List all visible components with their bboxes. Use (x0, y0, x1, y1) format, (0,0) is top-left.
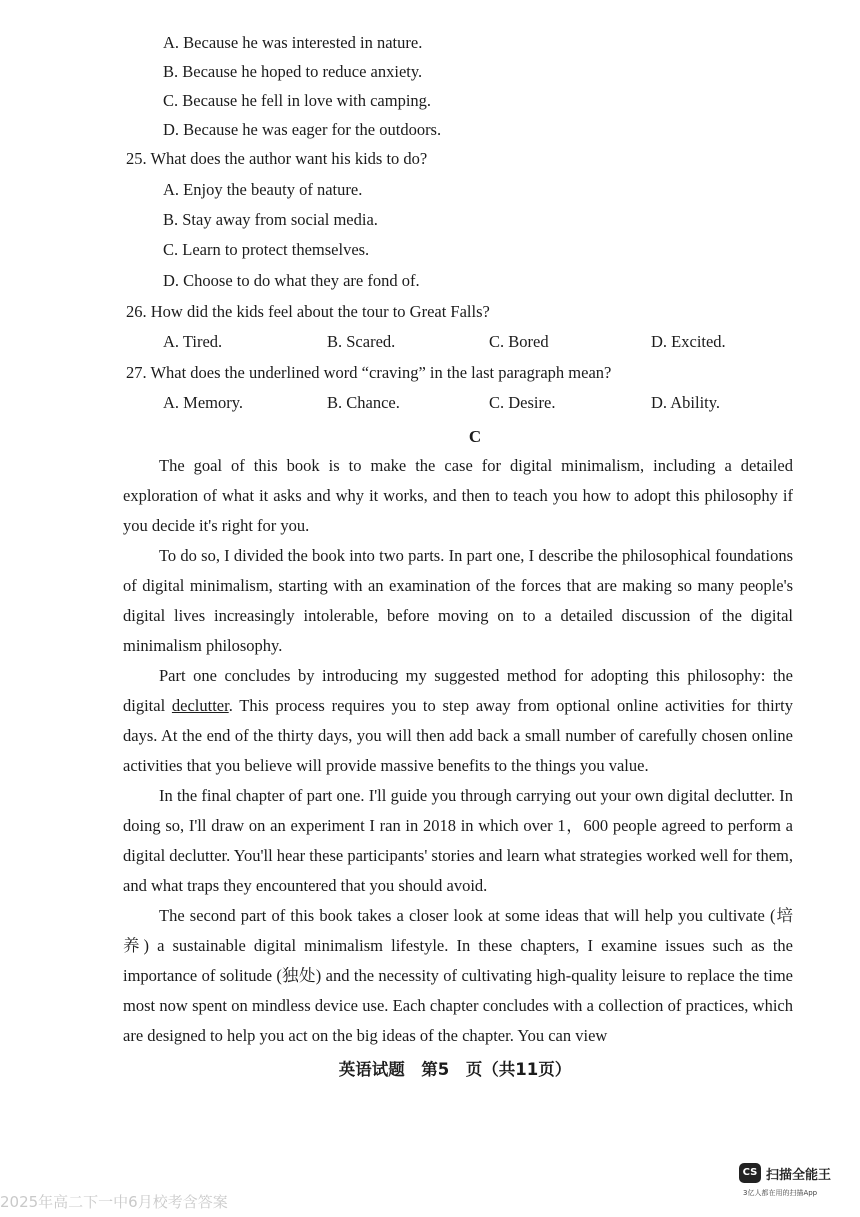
q27-option-d: D. Ability. (651, 393, 721, 412)
passage-paragraph-4: In the final chapter of part one. I'll guide you through carrying out your own digital declutter. In doing so, I'll draw on an experiment I ran in 2018 in which over 1，600 people agreed to perform a digital declutter. You'll hear these participants' stories and learn what strategies worked well for them, and what traps they encountered that you should avoid. (123, 786, 793, 895)
q26-option-c: C. Bored (489, 332, 549, 351)
scanner-app-name: 扫描全能王 (766, 1168, 832, 1183)
q25-stem: 25. What does the author want his kids to do? (126, 149, 428, 168)
passage-paragraph-1: The goal of this book is to make the case for digital minimalism, including a detailed exploration of what it asks and why it works, and then to teach you how to adopt this philosophy if you decide it's right for you. (123, 456, 793, 535)
q25-option-c: C. Learn to protect themselves. (163, 240, 370, 259)
scanner-tagline: 3亿人都在用的扫描App (743, 1189, 818, 1197)
passage-paragraph-3 (123, 661, 793, 781)
q25-option-d: D. Choose to do what they are fond of. (163, 271, 420, 290)
q27-stem: 27. What does the underlined word “craving” in the last paragraph mean? (126, 363, 612, 382)
q24-option-b: B. Because he hoped to reduce anxiety. (163, 62, 423, 81)
scanner-logo (739, 1163, 832, 1203)
paragraph-3-text-start: Part one concludes by introducing my suggested method for adopting this philosophy: the digital (123, 666, 793, 715)
q26-option-b: B. Scared. (327, 332, 396, 351)
paragraph-3-text-end: . This process requires you to step away from optional online activities for thirty days. At the end of the thirty days, you will then add back a small number of carefully chosen online activities that you believe will provide massive benefits to the things you value. (123, 696, 793, 775)
q27-option-a: A. Memory. (163, 393, 244, 412)
passage-paragraph-5: The second part of this book takes a closer look at some ideas that will help you cultivate (培养) a sustainable digital minimalism lifestyle. In these chapters, I examine issues such as the importance of solitude (独处) and the necessity of cultivating high-quality leisure to replace the time most now spent on mindless device use. Each chapter concludes with a collection of practices, which are designed to help you act on the big ideas of the chapter. You can view (123, 906, 793, 1045)
q26-option-a: A. Tired. (163, 332, 223, 351)
page-footer: 英语试题 第5 页（共11页） (338, 1060, 572, 1079)
q24-option-c: C. Because he fell in love with camping. (163, 91, 432, 110)
passage-paragraph-2: To do so, I divided the book into two parts. In part one, I describe the philosophical foundations of digital minimalism, starting with an examination of the forces that are making so many people's digital lives increasingly intolerable, before moving on to a detailed discussion of the digital minimalism philosophy. (123, 546, 793, 655)
q26-stem: 26. How did the kids feel about the tour to Great Falls? (126, 302, 490, 321)
q27-option-b: B. Chance. (327, 393, 400, 412)
section-heading: C (468, 427, 482, 446)
q26-option-d: D. Excited. (651, 332, 726, 351)
q24-option-d: D. Because he was eager for the outdoors. (163, 120, 442, 139)
q25-option-b: B. Stay away from social media. (163, 210, 378, 229)
q24-option-a: A. Because he was interested in nature. (163, 33, 423, 52)
scanner-badge-icon: CS (739, 1163, 761, 1183)
q27-option-c: C. Desire. (489, 393, 556, 412)
q25-option-a: A. Enjoy the beauty of nature. (163, 180, 363, 199)
watermark-text: 2025年高二下一中6月校考含答案 (0, 1193, 228, 1211)
underlined-word: declutter (171, 696, 229, 715)
